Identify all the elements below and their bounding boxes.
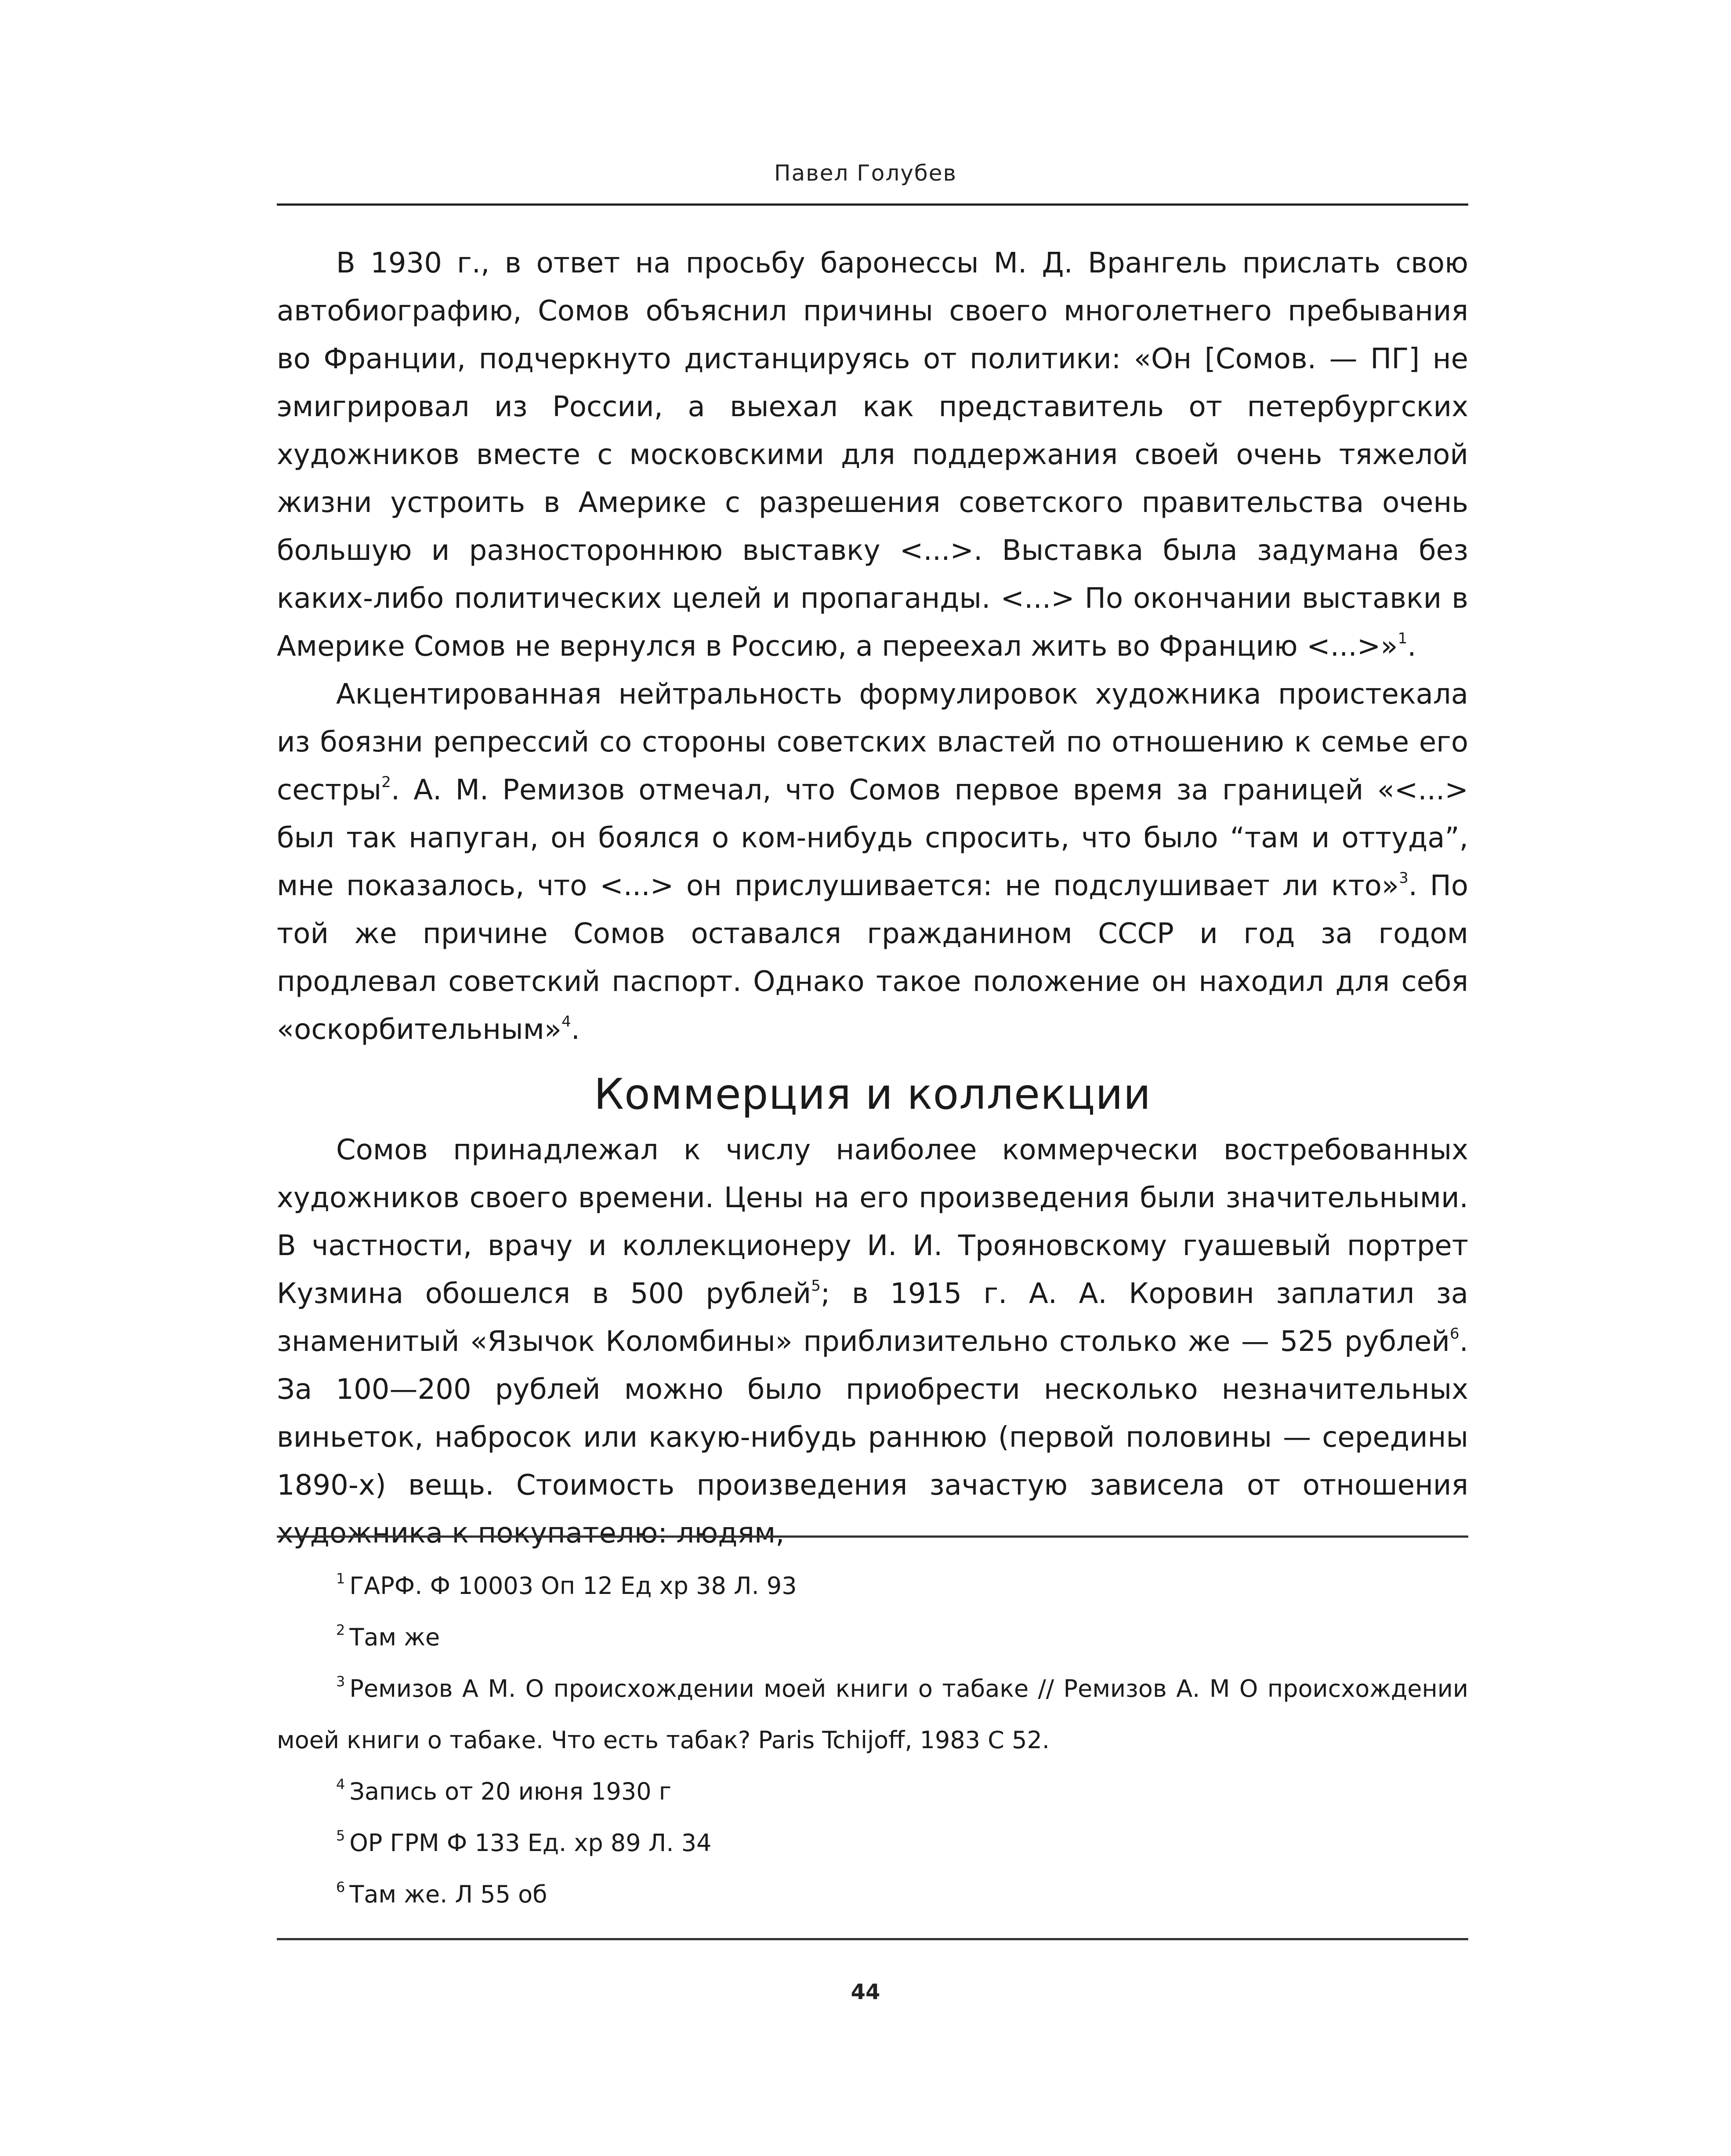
paragraph-text: . За 100—200 рублей можно было приобрести несколько незначительных виньеток, набросок или какую-нибудь раннюю (первой половины — середины 1890-х) вещь. Стоимость произведения зачастую зависела от отношения художника к покупателю: людям, [277, 1325, 1468, 1550]
header-rule [277, 203, 1468, 206]
footnote-number: 2 [336, 1622, 345, 1638]
footnotes [277, 1560, 1468, 1920]
footnote-text: Ремизов А М. О происхождении моей книги о табаке // Ремизов А. М О происхождении моей книги о табаке. Что есть табак? Paris Tchijoff, 1983 С 52. [277, 1675, 1468, 1754]
footnote-text: Запись от 20 июня 1930 г [349, 1778, 672, 1805]
footnote-1 [277, 1560, 1468, 1612]
footnote-6 [277, 1869, 1468, 1920]
footnote-number: 5 [336, 1827, 345, 1844]
paragraph-text: Акцентированная нейтральность формулировок художника проистекала из боязни репрессий со стороны советских властей по отношению к семье его сестры [277, 678, 1468, 806]
footnote-ref: 4 [561, 1013, 571, 1031]
footnote-ref: 2 [381, 773, 391, 791]
footnote-number: 6 [336, 1879, 345, 1895]
paragraph-3 [277, 1126, 1468, 1557]
footnote-text: Там же [349, 1623, 440, 1651]
bottom-rule [277, 1938, 1468, 1940]
footnote-number: 4 [336, 1776, 345, 1793]
paragraph-text: Сомов принадлежал к числу наиболее коммерчески востребованных художников своего времени. Цены на его произведения были значительными. В частности, врачу и коллекционеру И. И. Трояновскому гуашевый портрет Кузмина обошелся в 500 рублей [277, 1134, 1468, 1310]
paragraph-text: ; в 1915 г. А. А. Коровин заплатил за знаменитый «Язычок Коломбины» приблизительно столько же — 525 рублей [277, 1278, 1469, 1358]
running-head: Павел Голубев [774, 160, 957, 186]
footnote-ref: 1 [1398, 630, 1408, 647]
footnote-number: 3 [336, 1673, 345, 1690]
footnote-text: ГАРФ. Ф 10003 Оп 12 Ед хр 38 Л. 93 [349, 1572, 797, 1600]
paragraph-2 [277, 671, 1468, 1054]
footnote-ref: 5 [811, 1277, 821, 1295]
paragraph-1 [277, 240, 1468, 671]
paragraph-text: В 1930 г., в ответ на просьбу баронессы М. Д. Врангель прислать свою автобиографию, Сомов объяснил причины своего многолетнего пребывания во Франции, подчеркнуто дистанцируясь от политики: «Он [Сомов. — ПГ] не эмигрировал из России, а выехал как представитель от петербургских художников вместе с московскими для поддержания своей очень тяжелой жизни устроить в Америке с разрешения советского правительства очень большую и разностороннюю выставку <...>. Выставка была задумана без каких-либо политических целей и пропаганды. <...> По окончании выставки в Америке Сомов не вернулся в Россию, а переехал жить во Францию <...>» [277, 247, 1468, 663]
paragraph-text: . По той же причине Сомов оставался гражданином СССР и год за годом продлевал советский паспорт. Однако такое положение он находил для себя «оскорбительным» [277, 870, 1469, 1046]
main-text [277, 240, 1468, 1557]
footnote-2 [277, 1612, 1468, 1663]
paragraph-text: . А. М. Ремизов отмечал, что Сомов первое время за границей «<...> был так напуган, он боялся о ком-нибудь спросить, что было “там и оттуда”, мне показалось, что <...> он прислушивается: не подслушивает ли кто» [277, 774, 1468, 902]
footnote-ref: 6 [1450, 1325, 1459, 1343]
footnote-number: 1 [336, 1570, 345, 1587]
footnote-ref: 3 [1399, 869, 1409, 887]
paragraph-tail: . [571, 1013, 580, 1046]
section-heading: Коммерция и коллекции [594, 1070, 1152, 1119]
footnote-4 [277, 1766, 1468, 1817]
footnote-5 [277, 1817, 1468, 1869]
footnote-text: ОР ГРМ Ф 133 Ед. хр 89 Л. 34 [349, 1829, 712, 1857]
footnote-3 [277, 1663, 1468, 1766]
page-number: 44 [851, 1980, 880, 2004]
paragraph-tail: . [1407, 630, 1416, 663]
footnote-rule [277, 1535, 1468, 1538]
footnote-text: Там же. Л 55 об [349, 1880, 547, 1908]
